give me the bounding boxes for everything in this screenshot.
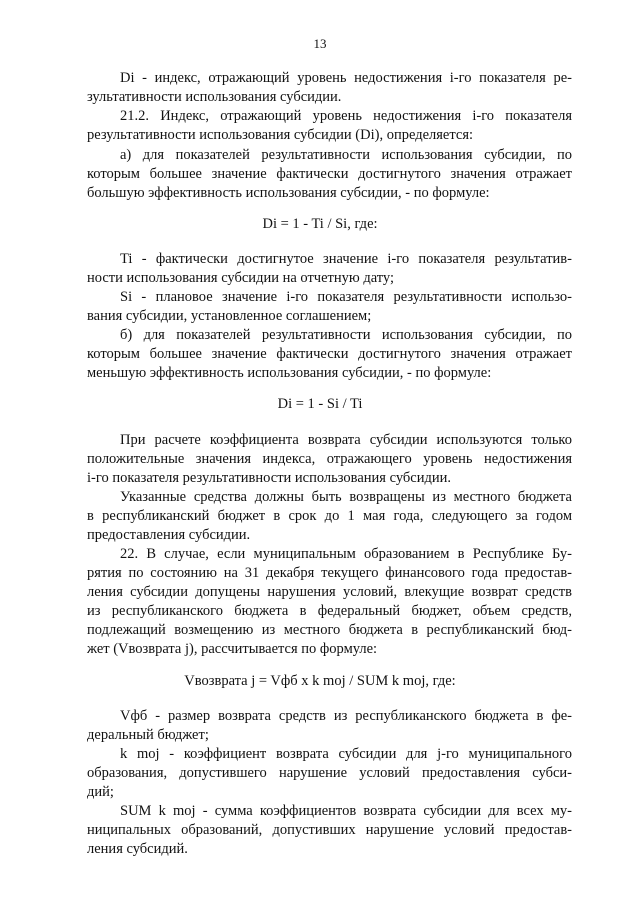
formula: Vвозврата j = Vфб x k moj / SUM k moj, где: — [184, 673, 456, 689]
paragraph-line: ности использования субсидии на отчетную дату; — [87, 270, 395, 286]
paragraph-line: а) для показателей результативности использования субсидии, по — [120, 147, 572, 163]
paragraph-line: Vфб - размер возврата средств из республиканского бюджета в фе- — [120, 708, 572, 724]
paragraph-line: ниципальных образований, допустивших нарушение условий предостав- — [87, 822, 572, 838]
paragraph-line: SUM k moj - сумма коэффициентов возврата субсидии для всех му- — [120, 803, 572, 819]
paragraph-line: в республиканский бюджет в срок до 1 мая года, следующего за годом — [87, 508, 572, 524]
paragraph-line: Ti - фактически достигнутое значение i-го показателя результатив- — [120, 251, 572, 267]
paragraph-line: которым большее значение фактически достигнутого значения отражает — [87, 346, 572, 362]
paragraph-line: образования, допустившего нарушение условий предоставления субси- — [87, 765, 572, 781]
formula: Di = 1 - Ti / Si, где: — [262, 216, 378, 232]
paragraph-line: деральный бюджет; — [87, 727, 209, 743]
paragraph-line: большую эффективность использования субсидии, - по формуле: — [87, 185, 490, 201]
formula: Di = 1 - Si / Ti — [277, 396, 363, 412]
paragraph-line: Si - плановое значение i-го показателя результативности использо- — [120, 289, 572, 305]
paragraph-line: подлежащий возмещению из местного бюджета в республиканский бюд- — [87, 622, 572, 638]
paragraph-line: меньшую эффективность использования субсидии, - по формуле: — [87, 365, 492, 381]
paragraph-line: которым большее значение фактически достигнутого значения отражает — [87, 166, 572, 182]
paragraph-line: k moj - коэффициент возврата субсидии для j-го муниципального — [120, 746, 572, 762]
paragraph-line: При расчете коэффициента возврата субсидии используются только — [120, 432, 572, 448]
paragraph-line: i-го показателя результативности использования субсидии. — [87, 470, 451, 486]
paragraph-line: рятия по состоянию на 31 декабря текущего финансового года предостав- — [87, 565, 572, 581]
paragraph-line: Указанные средства должны быть возвращены из местного бюджета — [120, 489, 572, 505]
paragraph-line: дий; — [87, 784, 114, 800]
paragraph-line: Di - индекс, отражающий уровень недостижения i-го показателя ре- — [120, 70, 572, 86]
paragraph-line: б) для показателей результативности использования субсидии, по — [120, 327, 572, 343]
paragraph-line: результативности использования субсидии (Di), определяется: — [87, 127, 474, 143]
paragraph-line: ления субсидий. — [87, 841, 188, 857]
paragraph-line: ления субсидии допущены нарушения условий, влекущие возврат средств — [87, 584, 572, 600]
paragraph-line: жет (Vвозврата j), рассчитывается по формуле: — [87, 641, 378, 657]
paragraph-line: 21.2. Индекс, отражающий уровень недостижения i-го показателя — [120, 108, 572, 124]
paragraph-line: зультативности использования субсидии. — [87, 89, 342, 105]
paragraph-line: 22. В случае, если муниципальным образованием в Республике Бу- — [120, 546, 572, 562]
paragraph-line: положительные значения индекса, отражающего уровень недостижения — [87, 451, 572, 467]
paragraph-line: предоставления субсидии. — [87, 527, 251, 543]
paragraph-line: из республиканского бюджета в федеральный бюджет, объем средств, — [87, 603, 572, 619]
paragraph-line: вания субсидии, установленное соглашением; — [87, 308, 372, 324]
page-number: 13 — [313, 36, 327, 51]
